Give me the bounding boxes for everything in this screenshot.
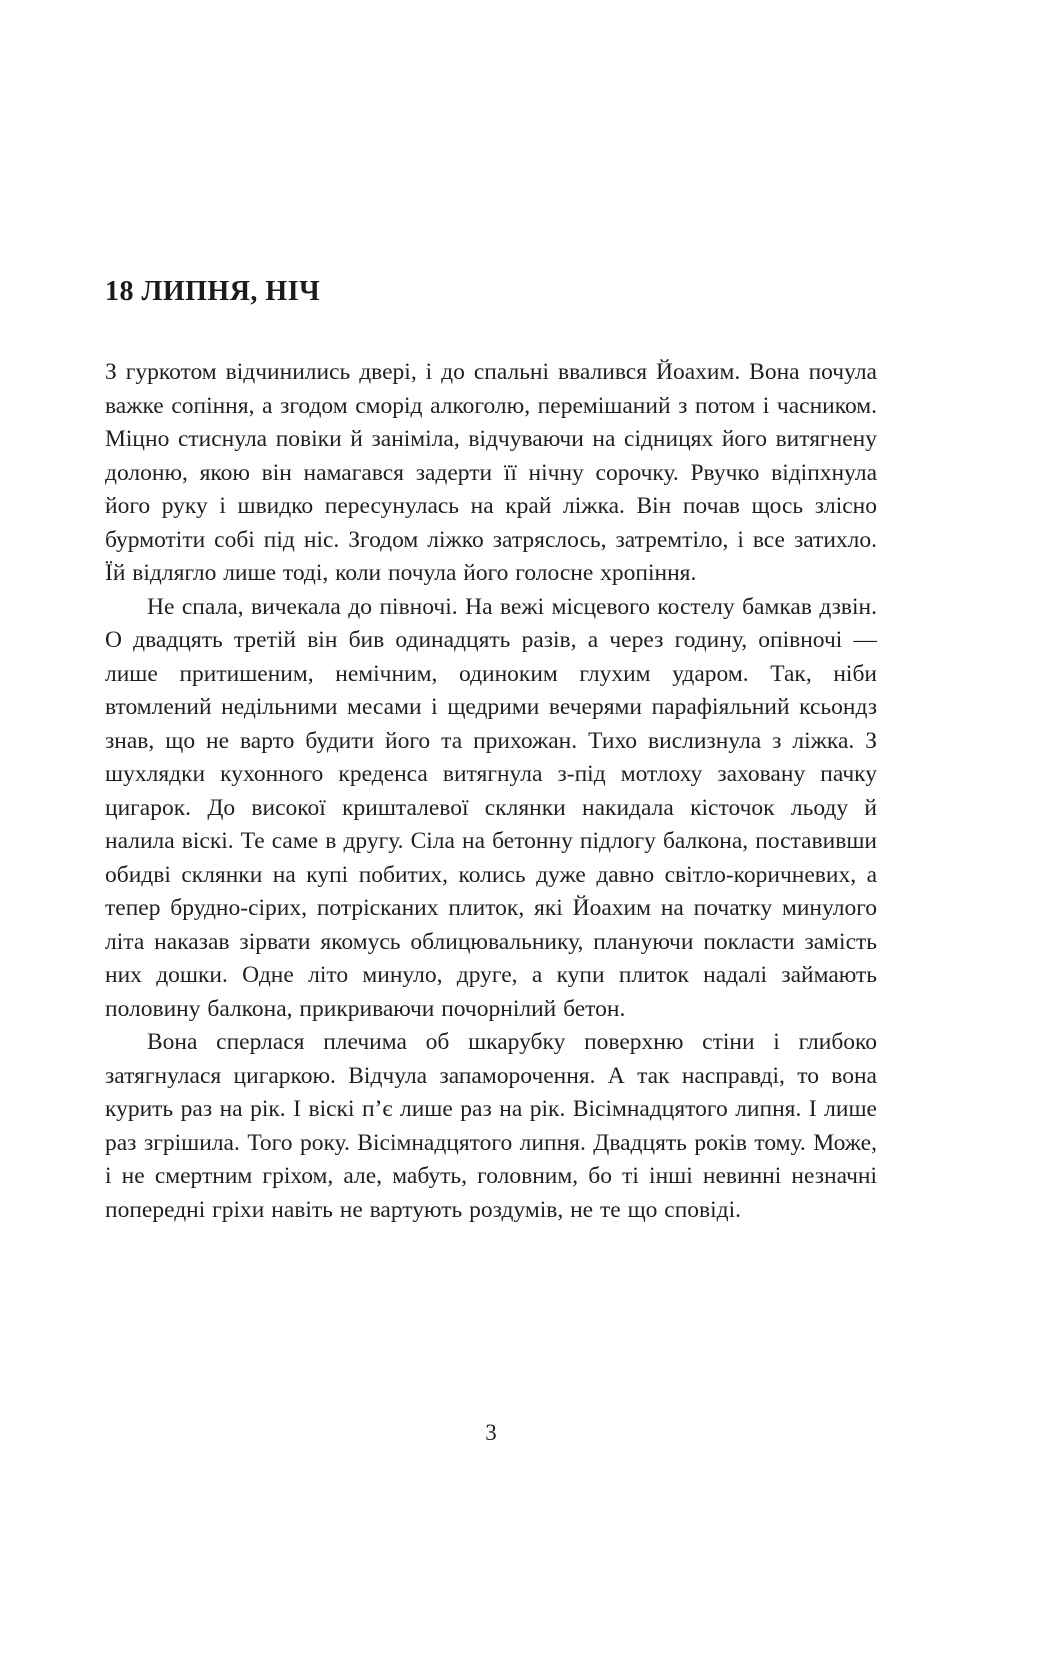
paragraph: З гуркотом відчинились двері, і до спальні ввалився Йоахим. Вона почула важке сопіння, а згодом сморід алкоголю, перемішаний з потом і часником. Міцно стиснула повіки й заніміла, відчуваючи на сідницях його витягнену долоню, якою він намагався задерти її нічну сорочку. Рвучко відіпхнула його руку і швидко пересунулась на край ліжка. Він почав щось злісно бурмотіти собі під ніс. Згодом ліжко затряслось, затремтіло, і все затихло. Їй відлягло лише тоді, коли почула його голосне хропіння.: [105, 359, 877, 586]
paragraph: Не спала, вичекала до півночі. На вежі місцевого костелу бамкав дзвін. О двадцять третій він бив одинадцять разів, а через годину, опівночі — лише притишеним, немічним, одиноким глухим ударом. Так, ніби втомлений недільними месами і щедрими вечерями парафіяльний ксьондз знав, що не варто будити його та прихожан. Тихо вислизнула з ліжка. З шухлядки кухонного креденса витягнула з-під мотлоху заховану пачку цигарок. До високої кришталевої склянки накидала кісточок льоду й налила віскі. Те саме в другу. Сіла на бетонну підлогу балкона, поставивши обидві склянки на купі побитих, колись дуже давно світло-коричневих, а тепер брудно-сірих, потрісканих плиток, які Йоахим на початку минулого літа наказав зірвати якомусь облицювальнику, плануючи покласти замість них дошки. Одне літо минуло, друге, а купи плиток надалі займають половину балкона, прикриваючи почорнілий бетон.: [105, 593, 877, 1022]
page-number: 3: [485, 1420, 497, 1445]
chapter-title: 18 ЛИПНЯ, НІЧ: [105, 276, 321, 307]
text-block: [105, 276, 877, 1227]
paragraph: Вона сперлася плечима об шкарубку поверхню стіни і глибоко затягнулася цигаркою. Відчула запаморочення. А так насправді, то вона курить раз на рік. І віскі п’є лише раз на рік. Вісімнадцятого липня. І лише раз згрішила. Того року. Вісімнадцятого липня. Двадцять років тому. Може, і не смертним гріхом, але, мабуть, головним, бо ті інші невинні незначні попередні гріхи навіть не вартують роздумів, не те що сповіді.: [105, 1029, 877, 1223]
